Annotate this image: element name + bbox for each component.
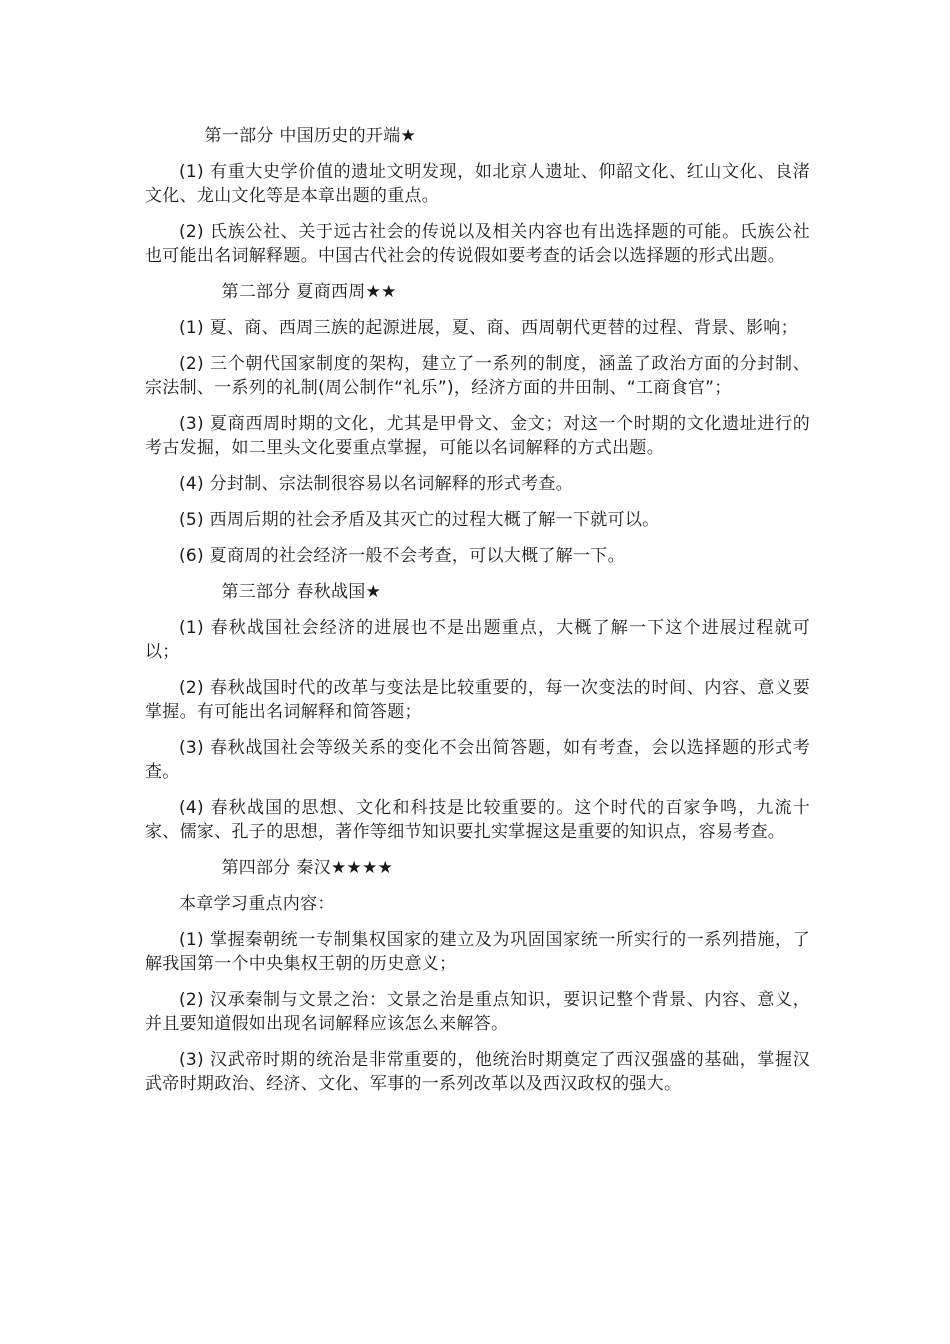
- section-4-title: 第四部分 秦汉★★★★: [221, 858, 394, 878]
- section-2-item-1: (1) 夏、商、西周三族的起源进展，夏、商、西周朝代更替的过程、背景、影响；: [179, 318, 798, 338]
- section-1-item-1: (1) 有重大史学价值的遗址文明发现，如北京人遗址、仰韶文化、红山文化、良渚文化、龙山文化等是本章出题的重点。: [145, 162, 810, 206]
- section-3-title: 第三部分 春秋战国★: [221, 582, 382, 602]
- section-4-item-3: (2) 汉承秦制与文景之治：文景之治是重点知识，要识记整个背景、内容、意义，并且要知道假如出现名词解释应该怎么来解答。: [145, 990, 810, 1034]
- section-2-item-6: (6) 夏商周的社会经济一般不会考查，可以大概了解一下。: [179, 546, 625, 566]
- section-3-item-4: (4) 春秋战国的思想、文化和科技是比较重要的。这个时代的百家争鸣，九流十家、儒家、孔子的思想，著作等细节知识要扎实掌握这是重要的知识点，容易考查。: [145, 798, 810, 842]
- section-1-item-2: (2) 氏族公社、关于远古社会的传说以及相关内容也有出选择题的可能。氏族公社也可能出名词解释题。中国古代社会的传说假如要考查的话会以选择题的形式出题。: [145, 222, 810, 266]
- section-3-item-3: (3) 春秋战国社会等级关系的变化不会出简答题，如有考查，会以选择题的形式考查。: [145, 738, 810, 782]
- section-3-item-2: (2) 春秋战国时代的改革与变法是比较重要的，每一次变法的时间、内容、意义要掌握。有可能出名词解释和简答题；: [145, 678, 810, 722]
- section-1-title: 第一部分 中国历史的开端★: [204, 126, 417, 146]
- section-4-item-2: (1) 掌握秦朝统一专制集权国家的建立及为巩固国家统一所实行的一系列措施，了解我国第一个中央集权王朝的历史意义；: [145, 930, 810, 974]
- section-2-title: 第二部分 夏商西周★★: [221, 282, 397, 302]
- section-2-item-4: (4) 分封制、宗法制很容易以名词解释的形式考查。: [179, 474, 573, 494]
- document-page: [145, 124, 810, 1108]
- section-2-item-2: (2) 三个朝代国家制度的架构，建立了一系列的制度，涵盖了政治方面的分封制、宗法制、一系列的礼制(周公制作“礼乐”)，经济方面的井田制、“工商食官”；: [145, 354, 810, 398]
- section-2-item-3: (3) 夏商西周时期的文化，尤其是甲骨文、金文；对这一个时期的文化遗址进行的考古发掘，如二里头文化要重点掌握，可能以名词解释的方式出题。: [145, 414, 810, 458]
- section-4-item-4: (3) 汉武帝时期的统治是非常重要的，他统治时期奠定了西汉强盛的基础，掌握汉武帝时期政治、经济、文化、军事的一系列改革以及西汉政权的强大。: [145, 1050, 810, 1094]
- section-4-item-1: 本章学习重点内容：: [179, 894, 335, 914]
- section-3-item-1: (1) 春秋战国社会经济的进展也不是出题重点，大概了解一下这个进展过程就可以；: [145, 618, 810, 662]
- section-2-item-5: (5) 西周后期的社会矛盾及其灭亡的过程大概了解一下就可以。: [179, 510, 660, 530]
